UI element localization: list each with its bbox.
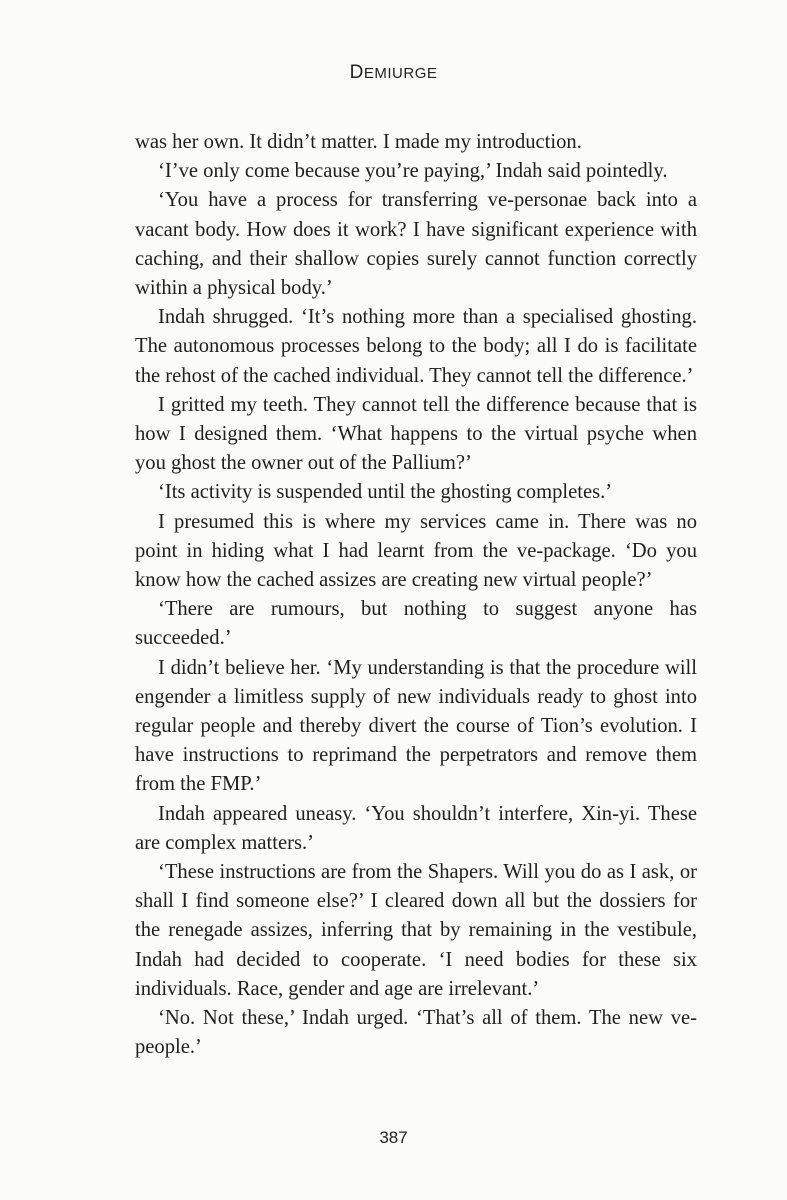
page-number: 387 xyxy=(379,1128,408,1147)
running-head-initial: D xyxy=(349,62,364,83)
running-head xyxy=(0,62,787,84)
paragraph: ‘I’ve only come because you’re paying,’ Indah said pointedly. xyxy=(158,160,668,183)
paragraph: ‘These instructions are from the Shapers. Will you do as I ask, or shall I find someone else?’ I cleared down all but the dossiers for the renegade assizes, inferring that by remaining in the vestibule, Indah had decided to cooperate. ‘I need bodies for these six individuals. Race, gender and age are irrelevant.’ xyxy=(135,861,697,1000)
paragraph: I presumed this is where my services came in. There was no point in hiding what I had learnt from the ve-package. ‘Do you know how the cached assizes are creating new virtual people?’ xyxy=(135,510,697,592)
page-body xyxy=(135,128,697,1063)
paragraph: I didn’t believe her. ‘My understanding is that the procedure will engender a limitless supply of new individuals ready to ghost into regular people and thereby divert the course of Tion’s evolution. I have instructions to reprimand the perpetrators and remove them from the FMP.’ xyxy=(135,656,697,796)
paragraph: Indah shrugged. ‘It’s nothing more than a specialised ghosting. The autonomous processes belong to the body; all I do is facilitate the rehost of the cached individual. They cannot tell the difference.’ xyxy=(135,306,697,387)
paragraph: was her own. It didn’t matter. I made my introduction. xyxy=(135,131,582,153)
paragraph: I gritted my teeth. They cannot tell the difference because that is how I designed them. ‘What happens to the virtual psyche when you ghost the owner out of the Pallium?’ xyxy=(135,393,697,475)
paragraph: ‘Its activity is suspended until the ghosting completes.’ xyxy=(158,481,613,504)
paragraph: Indah appeared uneasy. ‘You shouldn’t interfere, Xin-yi. These are complex matters.’ xyxy=(135,802,697,854)
paragraph: ‘You have a process for transferring ve-personae back into a vacant body. How does it work? I have significant experience with caching, and their shallow copies surely cannot function correctly within a physical body.’ xyxy=(135,189,697,300)
running-head-rest: EMIURGE xyxy=(363,65,438,82)
paragraph: ‘No. Not these,’ Indah urged. ‘That’s all of them. The new ve-people.’ xyxy=(135,1007,697,1059)
paragraph: ‘There are rumours, but nothing to suggest anyone has succeeded.’ xyxy=(135,598,697,650)
